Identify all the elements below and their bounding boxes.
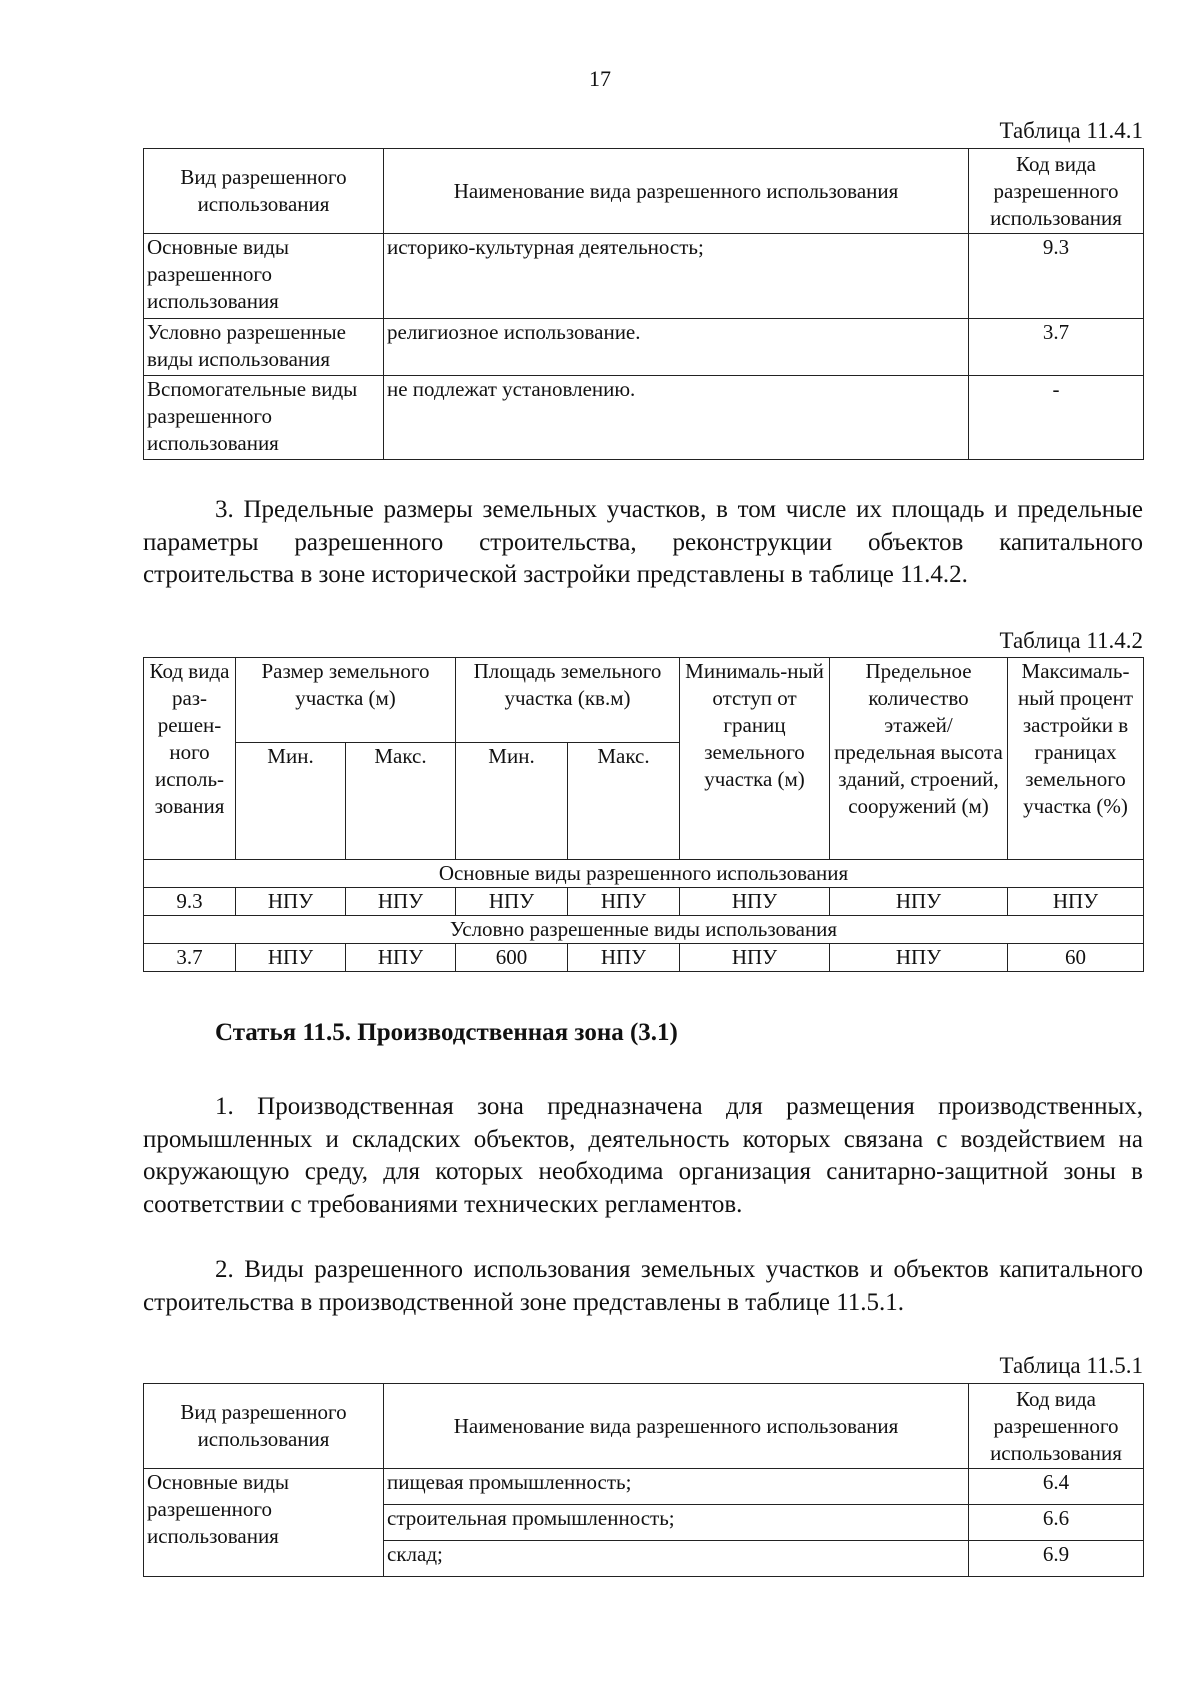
table-cell: 3.7: [969, 319, 1144, 376]
table-header-cell: Вид разрешенного использования: [144, 149, 384, 234]
table-header-cell: Наименование вида разрешенного использования: [384, 149, 969, 234]
table-cell: НПУ: [568, 944, 680, 972]
table-cell: -: [969, 376, 1144, 460]
table-row: [144, 234, 1144, 319]
table-row: [144, 944, 1144, 972]
table-cell: 9.3: [969, 234, 1144, 319]
section-title: Условно разрешенные виды использования: [144, 916, 1144, 944]
table-caption: Таблица 11.5.1: [999, 1353, 1143, 1378]
table-cell: НПУ: [680, 888, 830, 916]
table-cell: НПУ: [456, 888, 568, 916]
col-header-floors: Предельное количество этажей/ предельная высота зданий, строений, сооружений (м): [830, 658, 1008, 860]
table-cell: НПУ: [830, 944, 1008, 972]
table-cell: 3.7: [144, 944, 236, 972]
col-header-plot-size: Размер земельного участка (м): [236, 658, 456, 743]
table-cell: 6.9: [969, 1541, 1144, 1577]
col-header-min: Мин.: [236, 743, 346, 860]
table-row: [144, 888, 1144, 916]
table-cell: строительная промышленность;: [384, 1505, 969, 1541]
article-heading: Статья 11.5. Производственная зона (3.1): [215, 1019, 678, 1046]
table-cell: Условно разрешенные виды использования: [144, 319, 384, 376]
table-cell: историко-культурная деятельность;: [384, 234, 969, 319]
table-cell: 600: [456, 944, 568, 972]
table-row: [144, 319, 1144, 376]
col-header-min-offset: Минималь-ный отступ от границ земельного участка (м): [680, 658, 830, 860]
table-cell: НПУ: [346, 944, 456, 972]
table-cell: Основные виды разрешенного использования: [144, 234, 384, 319]
table-11-4-1: [143, 148, 1144, 460]
paragraph-1: 1. Производственная зона предназначена для размещения производственных, промышленных и складских объектов, деятельность которых связана с воздействием на окружающую среду, для которых необходима организация санитарно-защитной зоны в соответствии с требованиями технических регламентов.: [143, 1093, 1143, 1218]
table-cell: НПУ: [236, 944, 346, 972]
col-header-code: Код вида раз-решен-ного исполь-зования: [144, 658, 236, 860]
table-cell: 6.6: [969, 1505, 1144, 1541]
table-cell: пищевая промышленность;: [384, 1469, 969, 1505]
table-cell: НПУ: [830, 888, 1008, 916]
table-caption: Таблица 11.4.1: [999, 118, 1143, 143]
paragraph-3: 3. Предельные размеры земельных участков, в том числе их площадь и предельные параметры разрешенного строительства, реконструкции объектов капитального строительства в зоне исторической застройки представлены в таблице 11.4.2.: [143, 496, 1143, 588]
table-cell: 9.3: [144, 888, 236, 916]
table-row: [144, 1469, 1144, 1505]
col-header-min: Мин.: [456, 743, 568, 860]
table-cell: Основные виды разрешенного использования: [144, 1469, 384, 1577]
table-cell: НПУ: [236, 888, 346, 916]
table-cell: 60: [1008, 944, 1144, 972]
table-header-cell: Код вида разрешенного использования: [969, 1384, 1144, 1469]
table-cell: религиозное использование.: [384, 319, 969, 376]
table-cell: склад;: [384, 1541, 969, 1577]
table-cell: НПУ: [346, 888, 456, 916]
col-header-plot-area: Площадь земельного участка (кв.м): [456, 658, 680, 743]
table-header-cell: Вид разрешенного использования: [144, 1384, 384, 1469]
section-title: Основные виды разрешенного использования: [144, 860, 1144, 888]
table-cell: НПУ: [680, 944, 830, 972]
table-cell: 6.4: [969, 1469, 1144, 1505]
table-cell: Вспомогательные виды разрешенного использования: [144, 376, 384, 460]
table-row: [144, 376, 1144, 460]
table-cell: НПУ: [1008, 888, 1144, 916]
table-header-cell: Код вида разрешенного использования: [969, 149, 1144, 234]
col-header-max-percent: Максималь-ный процент застройки в границах земельного участка (%): [1008, 658, 1144, 860]
page-number: 17: [589, 66, 611, 91]
table-caption: Таблица 11.4.2: [999, 628, 1143, 653]
col-header-max: Макс.: [346, 743, 456, 860]
table-cell: не подлежат установлению.: [384, 376, 969, 460]
paragraph-2: 2. Виды разрешенного использования земельных участков и объектов капитального строительства в производственной зоне представлены в таблице 11.5.1.: [143, 1256, 1143, 1316]
table-11-4-2: [143, 657, 1144, 972]
table-cell: НПУ: [568, 888, 680, 916]
col-header-max: Макс.: [568, 743, 680, 860]
table-header-cell: Наименование вида разрешенного использования: [384, 1384, 969, 1469]
table-11-5-1: [143, 1383, 1144, 1577]
